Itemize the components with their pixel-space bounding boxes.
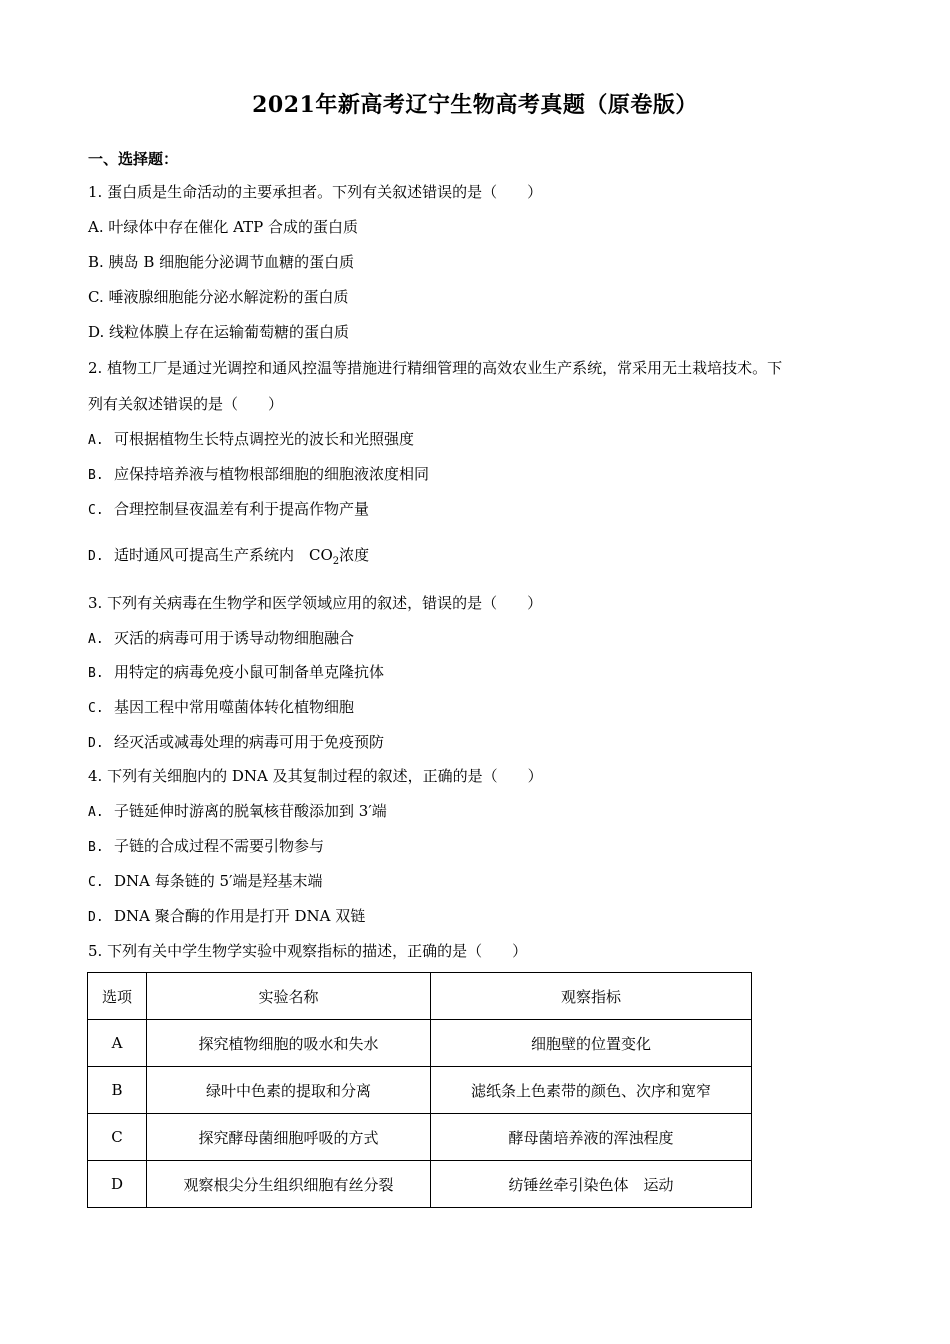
- option-tail: 浓度: [339, 546, 370, 564]
- table-cell: 绿叶中色素的提取和分离: [147, 1067, 431, 1114]
- option-text: 经灭活或减毒处理的病毒可用于免疫预防: [114, 733, 385, 751]
- option-label: D.: [88, 910, 104, 925]
- question-2-option-c: [88, 499, 369, 521]
- option-text: 子链延伸时游离的脱氧核苷酸添加到 3′端: [114, 802, 387, 820]
- table-cell: C: [88, 1114, 147, 1161]
- question-4-option-b: [88, 836, 324, 858]
- option-label: C.: [88, 701, 104, 716]
- option-text: 灭活的病毒可用于诱导动物细胞融合: [114, 629, 355, 647]
- question-3-option-b: [88, 662, 384, 684]
- table-row: [88, 1020, 752, 1067]
- question-1-stem: 1. 蛋白质是生命活动的主要承担者。下列有关叙述错误的是（ ）: [88, 183, 543, 201]
- option-text: 适时通风可提高生产系统内 CO: [114, 546, 333, 564]
- option-label: A.: [88, 805, 104, 820]
- table-cell: B: [88, 1067, 147, 1114]
- option-label: A.: [88, 433, 104, 448]
- question-3-option-d: [88, 732, 384, 754]
- question-4-stem: 4. 下列有关细胞内的 DNA 及其复制过程的叙述，正确的是（ ）: [88, 767, 543, 785]
- page-title: 2021年新高考辽宁生物高考真题（原卷版）: [252, 92, 698, 118]
- table-row: [88, 1161, 752, 1208]
- option-text: 用特定的病毒免疫小鼠可制备单克隆抗体: [114, 663, 385, 681]
- question-1-option-d: D. 线粒体膜上存在运输葡萄糖的蛋白质: [88, 323, 350, 341]
- option-label: B.: [88, 666, 104, 681]
- question-2-option-d: [88, 545, 369, 572]
- question-1-option-a: A. 叶绿体中存在催化 ATP 合成的蛋白质: [88, 218, 359, 236]
- option-label: B.: [88, 468, 104, 483]
- option-text: 基因工程中常用噬菌体转化植物细胞: [114, 698, 355, 716]
- experiment-table: [87, 972, 752, 1208]
- option-text: 合理控制昼夜温差有利于提高作物产量: [114, 500, 370, 518]
- question-2-option-a: [88, 429, 414, 451]
- question-5-stem: 5. 下列有关中学生物学实验中观察指标的描述，正确的是（ ）: [88, 942, 528, 960]
- table-cell: 探究酵母菌细胞呼吸的方式: [147, 1114, 431, 1161]
- table-cell: 细胞壁的位置变化: [431, 1020, 752, 1067]
- table-cell: D: [88, 1161, 147, 1208]
- question-1-option-c: C. 唾液腺细胞能分泌水解淀粉的蛋白质: [88, 288, 349, 306]
- option-text: DNA 聚合酶的作用是打开 DNA 双链: [114, 907, 366, 925]
- option-text: DNA 每条链的 5′端是羟基末端: [114, 872, 323, 890]
- option-text: 可根据植物生长特点调控光的波长和光照强度: [114, 430, 415, 448]
- question-4-option-c: [88, 871, 322, 893]
- question-3-option-c: [88, 697, 354, 719]
- question-2-stem-line2: 列有关叙述错误的是（ ）: [88, 395, 284, 413]
- option-label: A.: [88, 632, 104, 647]
- table-cell: 酵母菌培养液的浑浊程度: [431, 1114, 752, 1161]
- table-header-cell: 观察指标: [431, 973, 752, 1020]
- option-label: D.: [88, 736, 104, 751]
- question-4-option-d: [88, 906, 365, 928]
- option-label: C.: [88, 875, 104, 890]
- table-cell: 滤纸条上色素带的颜色、次序和宽窄: [431, 1067, 752, 1114]
- section-heading: 一、选择题：: [88, 150, 179, 168]
- question-3-stem: 3. 下列有关病毒在生物学和医学领域应用的叙述，错误的是（ ）: [88, 594, 543, 612]
- option-label: B.: [88, 840, 104, 855]
- subscript: 2: [332, 556, 340, 567]
- question-2-stem-line1: 2. 植物工厂是通过光调控和通风控温等措施进行精细管理的高效农业生产系统，常采用无土栽培技术。下: [88, 359, 783, 377]
- option-text: 应保持培养液与植物根部细胞的细胞液浓度相同: [114, 465, 430, 483]
- table-cell: 纺锤丝牵引染色体 运动: [431, 1161, 752, 1208]
- option-label: C.: [88, 503, 104, 518]
- table-header-cell: 实验名称: [147, 973, 431, 1020]
- table-row: [88, 1114, 752, 1161]
- table-row: [88, 1067, 752, 1114]
- table-header-row: [88, 973, 752, 1020]
- table-header-cell: 选项: [88, 973, 147, 1020]
- table-cell: 观察根尖分生组织细胞有丝分裂: [147, 1161, 431, 1208]
- option-label: D.: [88, 549, 104, 564]
- question-1-option-b: B. 胰岛 B 细胞能分泌调节血糖的蛋白质: [88, 253, 355, 271]
- table-cell: A: [88, 1020, 147, 1067]
- option-text: 子链的合成过程不需要引物参与: [114, 837, 325, 855]
- table-cell: 探究植物细胞的吸水和失水: [147, 1020, 431, 1067]
- question-2-option-b: [88, 464, 429, 486]
- question-3-option-a: [88, 628, 354, 650]
- question-4-option-a: [88, 801, 387, 823]
